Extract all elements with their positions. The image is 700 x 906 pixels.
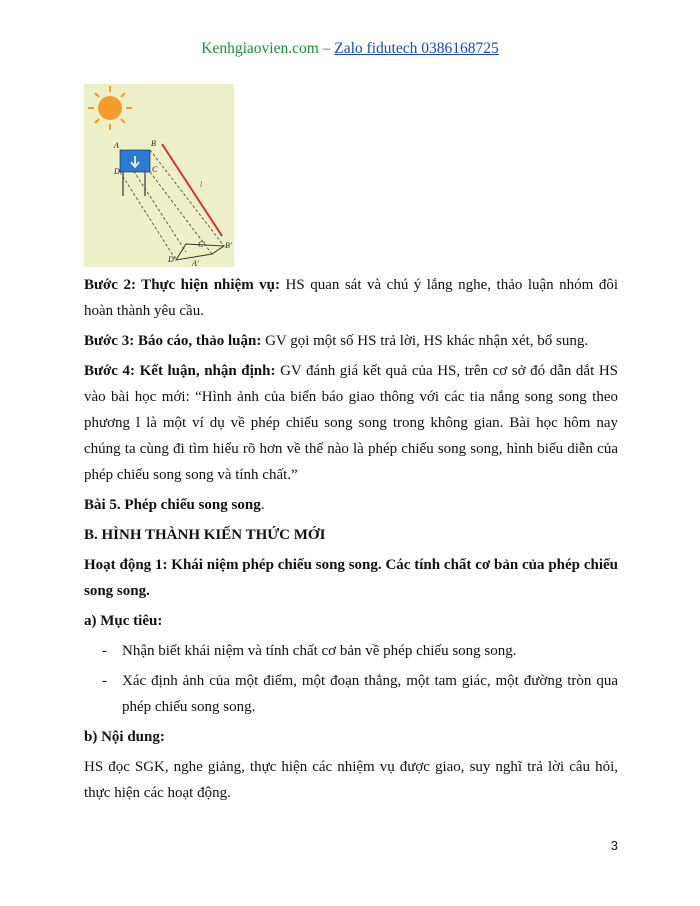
- label-a-prime: A': [192, 259, 199, 267]
- bullet-dash: -: [102, 643, 107, 659]
- lesson-title-line: [84, 492, 618, 518]
- step-3-label: Bước 3: Báo cáo, thảo luận:: [84, 333, 262, 349]
- step-2-text: HS quan sát và chú ý lắng nghe, thảo luận nhóm đôi hoàn thành yêu cầu.: [84, 277, 618, 319]
- goal-text-1: Nhận biết khái niệm và tính chất cơ bản về phép chiếu song song.: [122, 643, 517, 659]
- step-4-label: Bước 4: Kết luận, nhận định:: [84, 363, 276, 379]
- label-c: C: [152, 165, 158, 174]
- step-3-paragraph: [84, 328, 618, 354]
- goal-item-2: [84, 668, 618, 720]
- sun-icon: [88, 86, 132, 130]
- activity-1-title: Hoạt động 1: Khái niệm phép chiếu song song. Các tính chất cơ bản của phép chiếu song song.: [84, 557, 618, 599]
- step-2-label: Bước 2: Thực hiện nhiệm vụ:: [84, 277, 281, 293]
- main-content: [84, 272, 618, 810]
- step-2-paragraph: [84, 272, 618, 324]
- label-a: A: [114, 141, 119, 150]
- content-heading: b) Nội dung:: [84, 729, 165, 745]
- header-separator: –: [318, 40, 335, 57]
- label-b: B: [151, 139, 156, 148]
- page-header: [0, 40, 700, 58]
- lesson-title-period: .: [260, 497, 265, 513]
- contact-link[interactable]: Zalo fidutech 0386168725: [334, 40, 499, 57]
- goal-heading: a) Mục tiêu:: [84, 613, 163, 629]
- step-3-text: GV gọi một số HS trả lời, HS khác nhận xét, bổ sung.: [261, 333, 589, 349]
- parallel-projection-figure: [84, 84, 234, 267]
- step-4-paragraph: [84, 358, 618, 488]
- bullet-dash: -: [102, 673, 107, 689]
- section-b-title: B. HÌNH THÀNH KIẾN THỨC MỚI: [84, 527, 326, 543]
- figure-svg: [84, 84, 234, 267]
- content-paragraph: HS đọc SGK, nghe giảng, thực hiện các nhiệm vụ được giao, suy nghĩ trả lời câu hỏi, thực hiện các hoạt động.: [84, 759, 618, 801]
- page-number: 3: [610, 838, 618, 853]
- lesson-title: Bài 5. Phép chiếu song song: [84, 497, 261, 513]
- label-l: l: [200, 180, 203, 189]
- step-4-text: GV đánh giá kết quả của HS, trên cơ sở đó dẫn dắt HS vào bài học mới: “Hình ảnh của biển báo giao thông với các tia nắng song song theo phương l là một ví dụ về phép chiếu song song trong không gian. Bài học hôm nay chúng ta cùng đi tìm hiểu rõ hơn về thế nào là phép chiếu song song, hình biểu diễn của phép chiếu song song và tính chất.”: [84, 363, 619, 483]
- label-d-prime: D': [168, 255, 176, 264]
- label-c-prime: C': [198, 240, 206, 249]
- label-d: D: [114, 167, 120, 176]
- direction-line-l: [162, 144, 222, 236]
- goal-item-1: [84, 638, 618, 664]
- label-b-prime: B': [225, 241, 232, 250]
- site-name: Kenhgiaovien.com: [201, 40, 319, 57]
- goal-text-2: Xác định ảnh của một điểm, một đoạn thẳng, một tam giác, một đường tròn qua phép chiếu song song.: [122, 673, 618, 715]
